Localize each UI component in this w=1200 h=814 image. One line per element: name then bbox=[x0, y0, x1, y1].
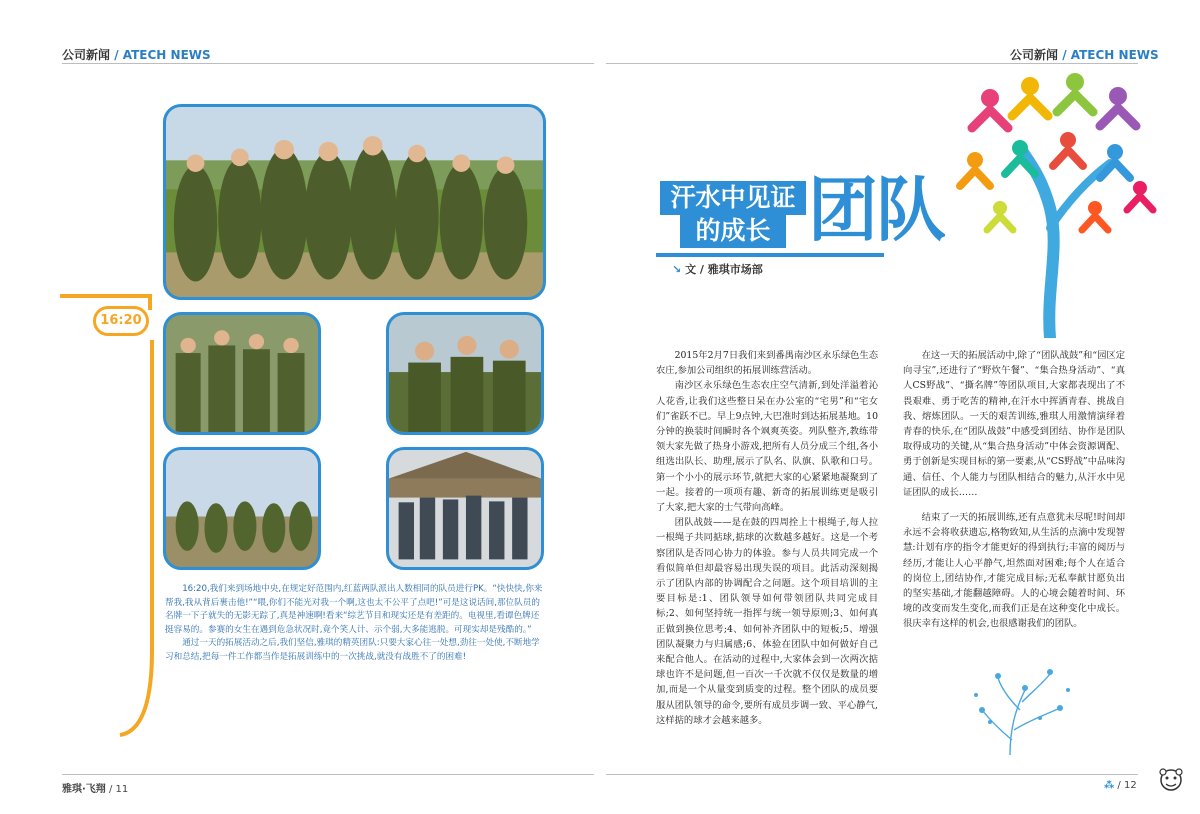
photo-girls-bowing bbox=[163, 447, 321, 570]
article-col1-para-1: 2015年2月7日我们来到番禺南沙区永乐绿色生态农庄,参加公司组织的拓展训练营活动。 bbox=[656, 350, 878, 377]
title-big: 团队 bbox=[808, 169, 944, 251]
caption-para-2: 通过一天的拓展活动之后,我们坚信,雅琪的精英团队:只要大家心往一处想,劲往一处使,不断地学习和总结,把每一件工作都当作是拓展训练中的一次挑战,就没有战胜不了的困难! bbox=[165, 638, 540, 662]
footer-left bbox=[62, 780, 128, 795]
header-left-rule bbox=[62, 63, 594, 64]
dandelion-decoration bbox=[970, 660, 1080, 760]
photo-caption bbox=[165, 583, 545, 665]
article-col2-para-2: 结束了一天的拓展训练,还有点意犹未尽呢!时间却永远不会将收获遗忘,格物致知,从生活的点滴中发现智慧:计划有序的指令才能更好的得到执行;丰富的阅历与经历,才能让人心平静气,坦然面对困难;每个人在适合的岗位上,团结协作,才能完成目标;无私奉献甘愿负出的坚实基础,才能翻越障碍。人的心境会随着时间、环境的改变而发生变化,而我们正是在这种变化中成长。很庆幸有这样的机会,也很感谢我们的团队。 bbox=[903, 512, 1125, 630]
footer-logo-icon: ⁂ bbox=[1104, 780, 1115, 791]
header-left-cn: 公司新闻 bbox=[62, 48, 111, 62]
photo-name-tags bbox=[163, 312, 321, 435]
footer-right bbox=[1104, 780, 1137, 791]
header-left-en: / ATECH NEWS bbox=[114, 48, 211, 62]
team-tree-illustration bbox=[950, 68, 1160, 338]
footer-right-page: / 12 bbox=[1117, 780, 1137, 791]
byline-text: 文 / 雅琪市场部 bbox=[685, 263, 763, 276]
footer-left-brand: 雅琪·飞翔 bbox=[62, 784, 106, 795]
caption-para-1: 16:20,我们来到场地中央,在规定好范围内,红蓝两队派出人数相同的队员进行PK。“快快快,你来帮我,我从背后裹击他!”“喂,你们不能光对我一个啊,这也太不公平了点吧!”可是这说话间,那位队员的名牌一下子就失的无影无踪了,真是神速啊!看来“综艺节目和现实还是有差距的。电视里,看谭色牌还挺容易的。参赛的女生在遇到危急状况时,竟个笑人计、示个弱,大多能逃脱。可现实却是残酷的。” bbox=[165, 584, 543, 635]
header-right-en: / ATECH NEWS bbox=[1062, 48, 1159, 62]
title-underline bbox=[656, 253, 884, 257]
article-column-1 bbox=[656, 348, 878, 728]
photo-three-men bbox=[386, 312, 544, 435]
article-column-2 bbox=[903, 348, 1125, 632]
title-line-1: 汗水中见证 bbox=[660, 181, 806, 215]
timeline-line bbox=[60, 290, 170, 740]
mascot-icon bbox=[1156, 766, 1186, 796]
footer-right-rule bbox=[606, 774, 1138, 775]
byline bbox=[672, 261, 763, 277]
title-line-2: 的成长 bbox=[680, 214, 786, 248]
photo-team-jump bbox=[163, 104, 546, 300]
article-col2-para-1: 在这一天的拓展活动中,除了“团队战鼓”和“园区定向寻宝”,还进行了“野炊午餐”、“集合热身活动”、“真人CS野战”、“撕名牌”等团队项目,大家都表现出了不畏艰难、勇于吃苦的精神,在汗水中挥洒青春、挑战自我、熔炼团队。一天的艰苦训练,雅琪人用激情演绎着青春的快乐,在“团队战鼓”中感受到团结、协作是团队取得成功的关键,从“集合热身活动”中体会资源调配、勇于创新是实现目标的第一要素,从“CS野战”中品味沟通、信任、个人能力与团队相结合的魅力,从汗水中见证团队的成长…… bbox=[903, 350, 1125, 498]
header-right-rule bbox=[606, 63, 1138, 64]
footer-left-page: / 11 bbox=[109, 784, 129, 795]
time-badge: 16:20 bbox=[93, 306, 149, 336]
article-col1-para-3: 团队战鼓——是在鼓的四周拴上十根绳子,每人拉一根绳子共同掂球,掂球的次数越多越好。这是一个考察团队是否同心协力的体验。参与人员共同完成一个看似简单但却最容易出现失误的项目。此活动深刻揭示了团队内部的协调配合之问题。这个项目培训的主要目标是:1、团队领导如何带领团队共同完成目标;2、如何坚持统一指挥与统一领导原则;3、如何真正做到换位思考;4、如何补齐团队中的短板;5、增强团队凝聚力与归属感;6、体验在团队中如何做好自己来配合他人。在活动的过程中,大家体会到一次两次掂球也许不是问题,但一百次一千次就不仅仅是数量的增加,而是一个从量变到质变的过程。整个团队的成员要服从团队领导的命令,要所有成员步调一致、平心静气,这样掂的球才会越来越多。 bbox=[656, 517, 878, 726]
header-right bbox=[1010, 46, 1159, 63]
footer-left-rule bbox=[62, 774, 594, 775]
article-col1-para-2: 南沙区永乐绿色生态农庄空气清新,到处洋溢着沁人花香,让我们这些整日呆在办公室的“宅男”和“宅女们”雀跃不已。早上9点钟,大巴准时到达拓展基地。10分钟的换装时间瞬时各个飒爽英姿。列队整齐,教练带领大家先做了热身小游戏,把所有人员分成三个组,各小组选出队长、助理,展示了队名、队旗、队歌和口号。第一个小小的展示环节,就把大家的心紧紧地凝聚到了一起。接着的一项项有趣、新奇的拓展训练更是吸引了大家,把大家的士气带向高峰。 bbox=[656, 380, 878, 514]
header-left bbox=[62, 46, 211, 63]
byline-arrow-icon: ↘ bbox=[672, 263, 682, 276]
photo-camp-crowd bbox=[386, 447, 544, 570]
header-right-cn: 公司新闻 bbox=[1010, 48, 1059, 62]
